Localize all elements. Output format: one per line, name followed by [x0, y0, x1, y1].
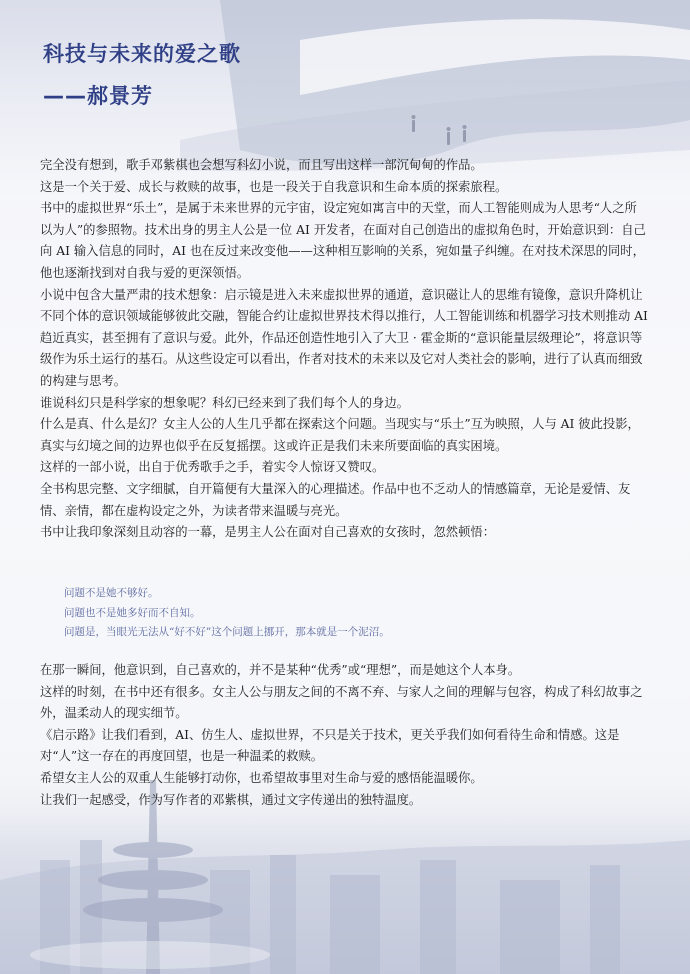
quote-line: 问题是，当眼光无法从“好不好”这个问题上挪开，那本就是一个泥沼。 — [64, 626, 390, 638]
paragraph: 在那一瞬间，他意识到，自己喜欢的，并不是某种“优秀”或“理想”，而是她这个人本身。 — [40, 663, 521, 677]
quote-block — [64, 584, 624, 643]
paragraph: 谁说科幻只是科学家的想象呢？科幻已经来到了我们每个人的身边。 — [40, 395, 409, 410]
paragraph: 什么是真、什么是幻？女主人公的人生几乎都在探索这个问题。当现实与“乐土”互为映照，人与 AI 彼此投影，真实与幻境之间的边界也似乎在反复摇摆。这或许正是我们未来所要面临的真实困境。 — [40, 417, 640, 453]
article-title: 科技与未来的爱之歌 — [43, 42, 241, 66]
paragraph: 这是一个关于爱、成长与救赎的故事，也是一段关于自我意识和生命本质的探索旅程。 — [40, 179, 508, 194]
article-body — [40, 155, 648, 544]
paragraph: 书中的虚拟世界“乐土”，是属于未来世界的元宇宙，设定宛如寓言中的天堂，而人工智能则成为人思考“人之所以为人”的参照物。技术出身的男主人公是一位 AI 开发者，在面对自己创造出的虚拟角色时，开始意识到：自己向 AI 输入信息的同时，AI 也在反过来改变他——这种相互影响的关系，宛如量子纠缠。在对技术深思的同时，他也逐渐找到对自我与爱的更深领悟。 — [40, 201, 646, 280]
quote-line: 问题也不是她多好而不自知。 — [64, 606, 201, 619]
paragraph: 让我们一起感受，作为写作者的邓紫棋，通过文字传递出的独特温度。 — [40, 792, 422, 807]
article-body-continued — [40, 660, 648, 811]
paragraph: 这样的一部小说，出自于优秀歌手之手，着实令人惊讶又赞叹。 — [40, 460, 385, 475]
paragraph: 书中让我印象深刻且动容的一幕，是男主人公在面对自己喜欢的女孩时，忽然顿悟： — [40, 525, 495, 540]
paragraph: 小说中包含大量严肃的技术想象：启示镜是进入未来虚拟世界的通道，意识磁让人的思维有镜像，意识升降机让不同个体的意识领域能够彼此交融，智能合约让虚拟世界技术得以推行，人工智能训练和机器学习技术则推动 AI 趋近真实，甚至拥有了意识与爱。此外，作品还创造性地引入了大卫 · 霍金斯的“意识能量层级理论”，将意识等级作为乐土运行的基石。从这些设定可以看出，作者对技术的未来以及它对人类社会的影响，进行了认真而细致的构建与思考。 — [40, 287, 648, 388]
paragraph: 这样的时刻，在书中还有很多。女主人公与朋友之间的不离不弃、与家人之间的理解与包容，构成了科幻故事之外，温柔动人的现实细节。 — [40, 684, 643, 721]
quote-line: 问题不是她不够好。 — [64, 587, 159, 599]
paragraph: 《启示路》让我们看到，AI、仿生人、虚拟世界，不只是关于技术，更关乎我们如何看待生命和情感。这是对“人”这一存在的再度回望，也是一种温柔的救赎。 — [40, 727, 620, 764]
paragraph: 全书构思完整、文字细腻，自开篇便有大量深入的心理描述。作品中也不乏动人的情感篇章，无论是爱情、友情、亲情，都在虚构设定之外，为读者带来温暖与亮光。 — [40, 481, 631, 518]
paragraph: 完全没有想到，歌手邓紫棋也会想写科幻小说，而且写出这样一部沉甸甸的作品。 — [40, 158, 483, 172]
article-author: ——郝景芳 — [43, 84, 153, 108]
paragraph: 希望女主人公的双重人生能够打动你，也希望故事里对生命与爱的感悟能温暖你。 — [40, 770, 483, 785]
